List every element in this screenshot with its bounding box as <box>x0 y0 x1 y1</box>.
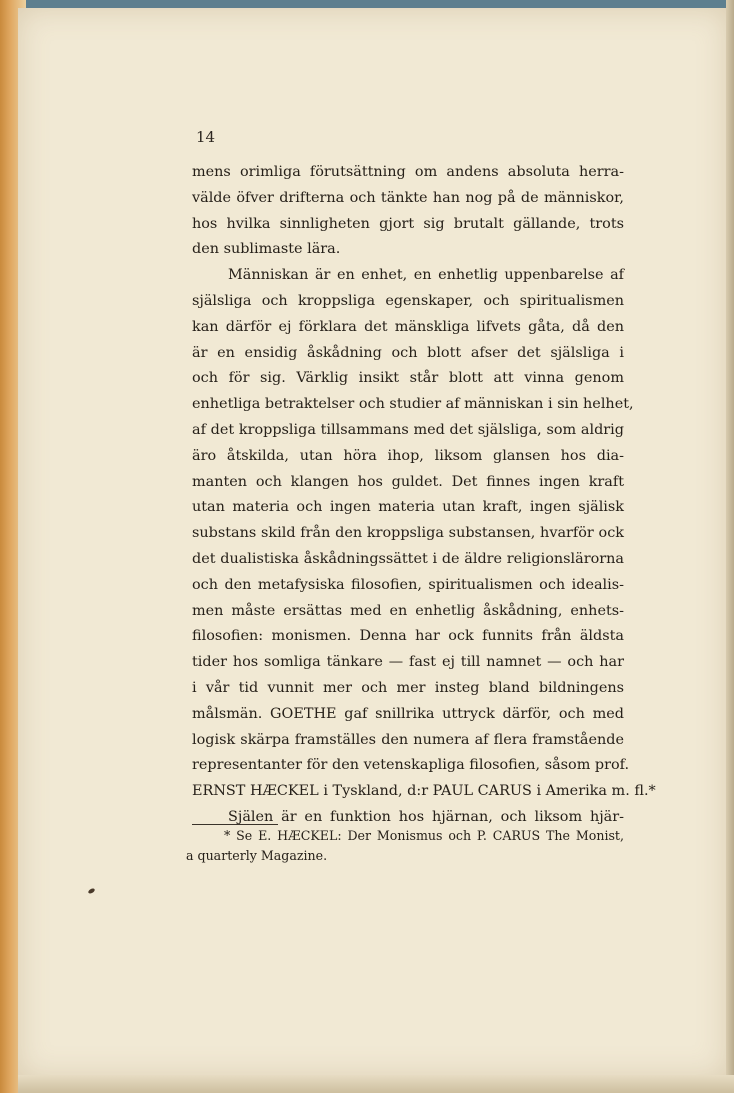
text-line: filosofien: monismen. Denna har ock funnits från äldsta <box>192 628 624 645</box>
text-line: mens orimliga förutsättning om andens absoluta herra- <box>192 164 624 180</box>
text-line: utan materia och ingen materia utan kraft, ingen själisk <box>192 499 624 516</box>
text-line: manten och klangen hos guldet. Det finnes ingen kraft <box>192 473 624 490</box>
text-line: är en ensidig åskådning och blott afser det själsliga i <box>192 344 624 361</box>
text-line: det dualistiska åskådningssättet i de äldre religionslärorna <box>192 550 624 567</box>
text-line: målsmän. GOETHE gaf snillrika uttryck därför, och med <box>192 705 624 722</box>
footnote <box>186 826 624 866</box>
text-line: hos hvilka sinnligheten gjort sig brutalt gällande, trots <box>192 215 624 232</box>
text-line: Själen är en funktion hos hjärnan, och liksom hjär- <box>228 808 624 825</box>
text-line: och den metafysiska filosofien, spiritualismen och idealis- <box>192 576 624 593</box>
footnote-divider <box>192 824 278 825</box>
text-line: ERNST HÆCKEL i Tyskland, d:r PAUL CARUS i Amerika m. fl.* <box>192 783 656 800</box>
body-text <box>192 160 656 831</box>
page-right-edge <box>726 0 734 1093</box>
text-line: välde öfver drifterna och tänkte han nog på de människor, <box>192 189 624 206</box>
text-line: själsliga och kroppsliga egenskaper, och spiritualismen <box>192 292 624 309</box>
text-line: tider hos somliga tänkare — fast ej till namnet — och har <box>192 654 624 671</box>
text-line: äro åtskilda, utan höra ihop, liksom glansen hos dia- <box>192 447 624 464</box>
text-line: af det kroppsliga tillsammans med det själsliga, som aldrig <box>192 421 624 438</box>
text-line: logisk skärpa framställes den numera af flera framstående <box>192 731 624 748</box>
page-number: 14 <box>196 128 216 146</box>
text-line: och för sig. Värklig insikt står blott att vinna genom <box>192 370 624 387</box>
footnote-line: a quarterly Magazine. <box>186 848 328 863</box>
text-line: i vår tid vunnit mer och mer insteg bland bildningens <box>192 679 624 696</box>
footnote-line: * Se E. HÆCKEL: Der Monismus och P. CARUS The Monist, <box>224 828 624 843</box>
text-line: substans skild från den kroppsliga substansen, hvarför ock <box>192 525 624 542</box>
text-line: den sublimaste lära. <box>192 241 341 258</box>
text-line: kan därför ej förklara det mänskliga lifvets gåta, då den <box>192 318 624 335</box>
page-bottom-edge <box>18 1075 734 1093</box>
text-line: men måste ersättas med en enhetlig åskådning, enhets- <box>192 602 624 619</box>
paragraph-start-line: Människan är en enhet, en enhetlig uppenbarelse af <box>228 267 624 284</box>
text-line: enhetliga betraktelser och studier af människan i sin helhet, <box>192 396 634 413</box>
text-line: representanter för den vetenskapliga filosofien, såsom prof. <box>192 757 630 774</box>
